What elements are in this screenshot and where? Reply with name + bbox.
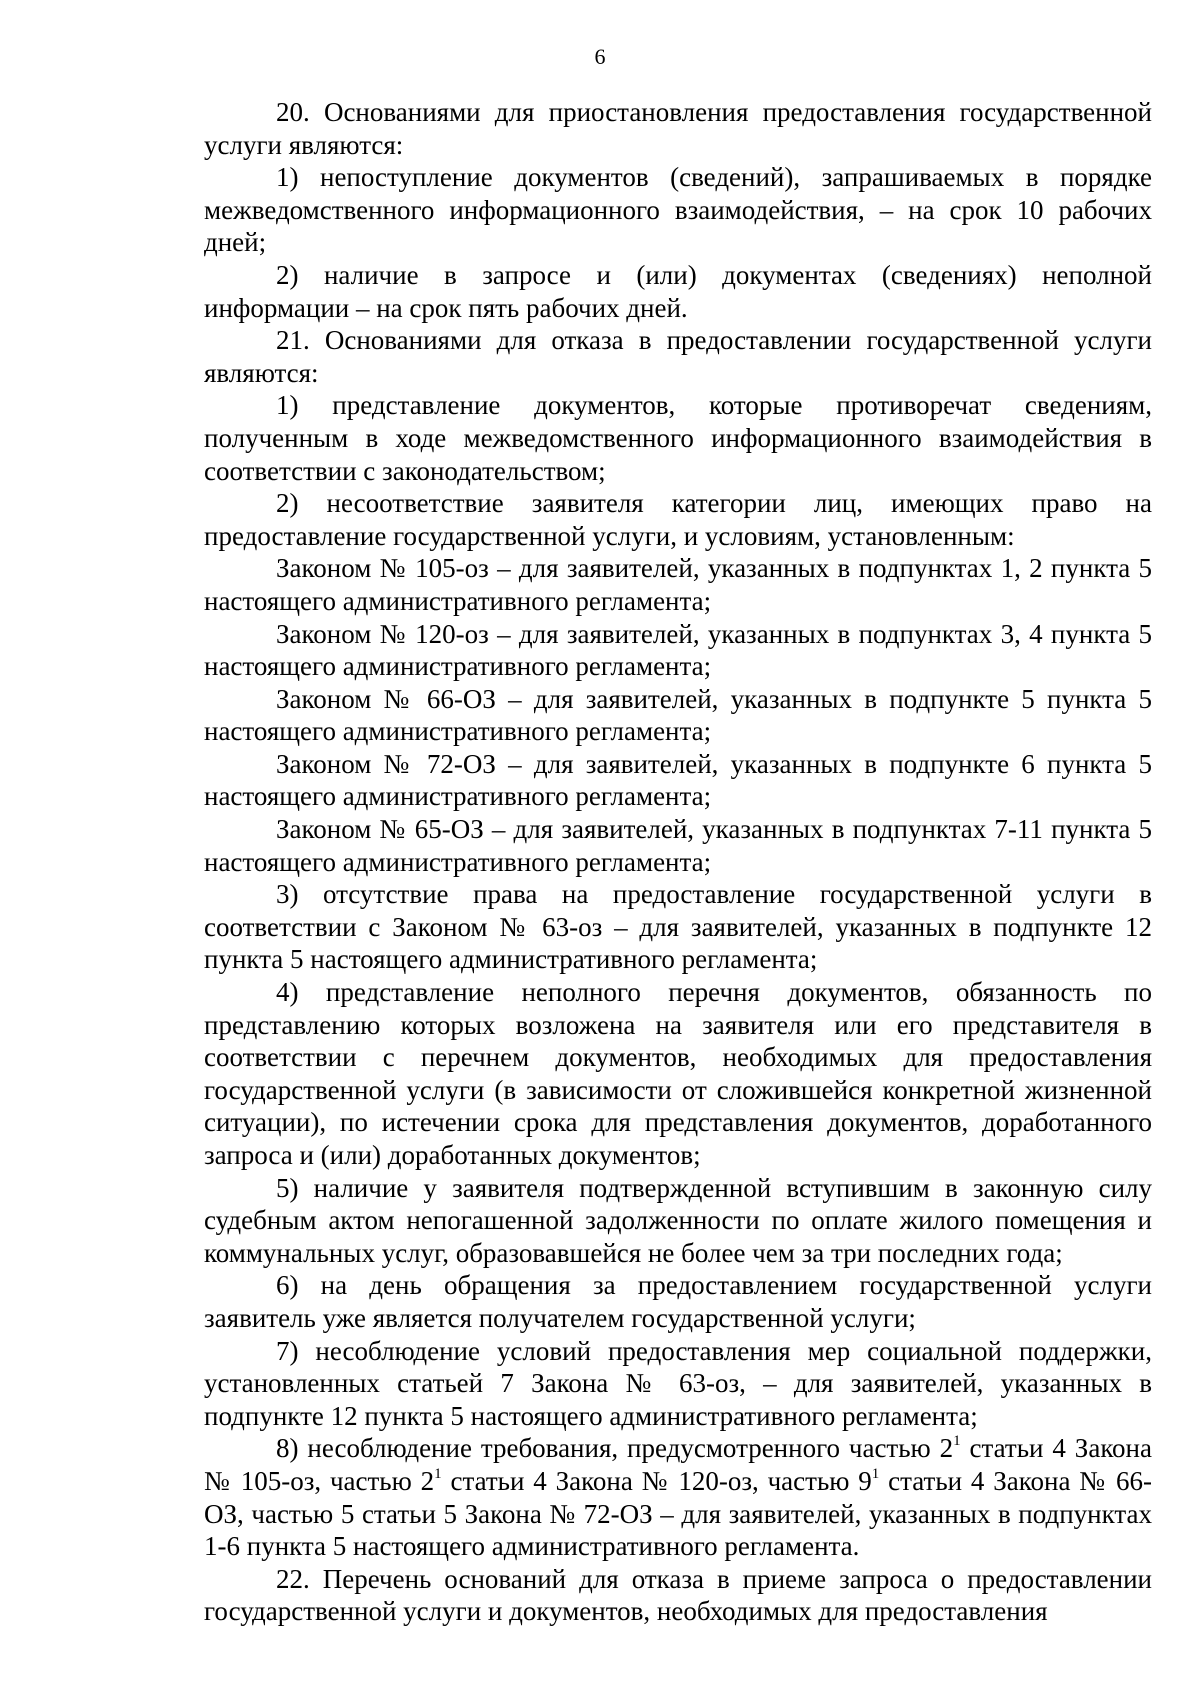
paragraph-22: 22. Перечень оснований для отказа в приеме запроса о предоставлении государственной услуги и документов, необходимых для предоставления bbox=[204, 1563, 1152, 1627]
superscript: 1 bbox=[953, 1433, 961, 1450]
paragraph-21-item-6: 6) на день обращения за предоставлением государственной услуги заявитель уже является получателем государственной услуги; bbox=[204, 1270, 1152, 1333]
item-8-text-b: статьи 4 Закона № 105-оз, частью 2 bbox=[204, 1433, 1152, 1496]
paragraph-20-item-1: 1) непоступление документов (сведений), запрашиваемых в порядке межведомственного информационного взаимодействия, – на срок 10 рабочих дней; bbox=[204, 162, 1152, 258]
law-65-oz-line: Законом № 65-ОЗ – для заявителей, указанных в подпунктах 7-11 пункта 5 настоящего административного регламента; bbox=[204, 814, 1152, 877]
paragraph-21: 21. Основаниями для отказа в предоставлении государственной услуги являются: bbox=[204, 325, 1152, 388]
paragraph-21-item-8 bbox=[204, 1432, 1152, 1562]
paragraph-21-item-1: 1) представление документов, которые противоречат сведениям, полученным в ходе межведомственного информационного взаимодействия в соответствии с законодательством; bbox=[204, 390, 1152, 486]
item-8-text-a: 8) несоблюдение требования, предусмотренного частью 2 bbox=[276, 1433, 954, 1464]
paragraph-21-item-4: 4) представление неполного перечня документов, обязанность по представлению которых возложена на заявителя или его представителя в соответствии с перечнем документов, необходимых для предоставления государственной услуги (в зависимости от сложившейся конкретной жизненной ситуации), по истечении срока для представления документов, доработанного запроса и (или) доработанных документов; bbox=[204, 977, 1152, 1170]
item-8-text-c: статьи 4 Закона № 120-оз, частью 9 bbox=[441, 1465, 872, 1496]
superscript: 1 bbox=[871, 1465, 880, 1482]
paragraph-21-item-2: 2) несоответствие заявителя категории лиц, имеющих право на предоставление государственной услуги, и условиям, установленным: bbox=[204, 488, 1152, 551]
page-number: 6 bbox=[594, 44, 606, 69]
superscript: 1 bbox=[434, 1465, 442, 1482]
law-66-oz-line: Законом № 66-ОЗ – для заявителей, указанных в подпункте 5 пункта 5 настоящего административного регламента; bbox=[204, 683, 1152, 747]
law-72-oz-line: Законом № 72-ОЗ – для заявителей, указанных в подпункте 6 пункта 5 настоящего административного регламента; bbox=[204, 748, 1152, 812]
paragraph-21-item-3: 3) отсутствие права на предоставление государственной услуги в соответствии с Законом № 63-оз – для заявителей, указанных в подпункте 12 пункта 5 настоящего административного регламента; bbox=[204, 879, 1152, 975]
law-120-oz-line: Законом № 120-оз – для заявителей, указанных в подпунктах 3, 4 пункта 5 настоящего административного регламента; bbox=[204, 618, 1152, 682]
paragraph-21-item-7: 7) несоблюдение условий предоставления мер социальной поддержки, установленных статьей 7 Закона № 63-оз, – для заявителей, указанных в подпункте 12 пункта 5 настоящего административного регламента; bbox=[204, 1335, 1152, 1431]
paragraph-20: 20. Основаниями для приостановления предоставления государственной услуги являются: bbox=[204, 97, 1152, 160]
document-body bbox=[204, 96, 1152, 1628]
paragraph-20-item-2: 2) наличие в запросе и (или) документах (сведениях) неполной информации – на срок пять рабочих дней. bbox=[204, 259, 1152, 323]
paragraph-21-item-5: 5) наличие у заявителя подтвержденной вступившим в законную силу судебным актом непогашенной задолженности по оплате жилого помещения и коммунальных услуг, образовавшейся не более чем за три последних года; bbox=[204, 1172, 1152, 1268]
law-105-oz-line: Законом № 105-оз – для заявителей, указанных в подпунктах 1, 2 пункта 5 настоящего административного регламента; bbox=[204, 553, 1152, 616]
item-8-text-d: статьи 4 Закона № 66-ОЗ, частью 5 статьи 5 Закона № 72-ОЗ – для заявителей, указанных в подпунктах 1-6 пункта 5 настоящего административного регламента. bbox=[204, 1465, 1152, 1562]
